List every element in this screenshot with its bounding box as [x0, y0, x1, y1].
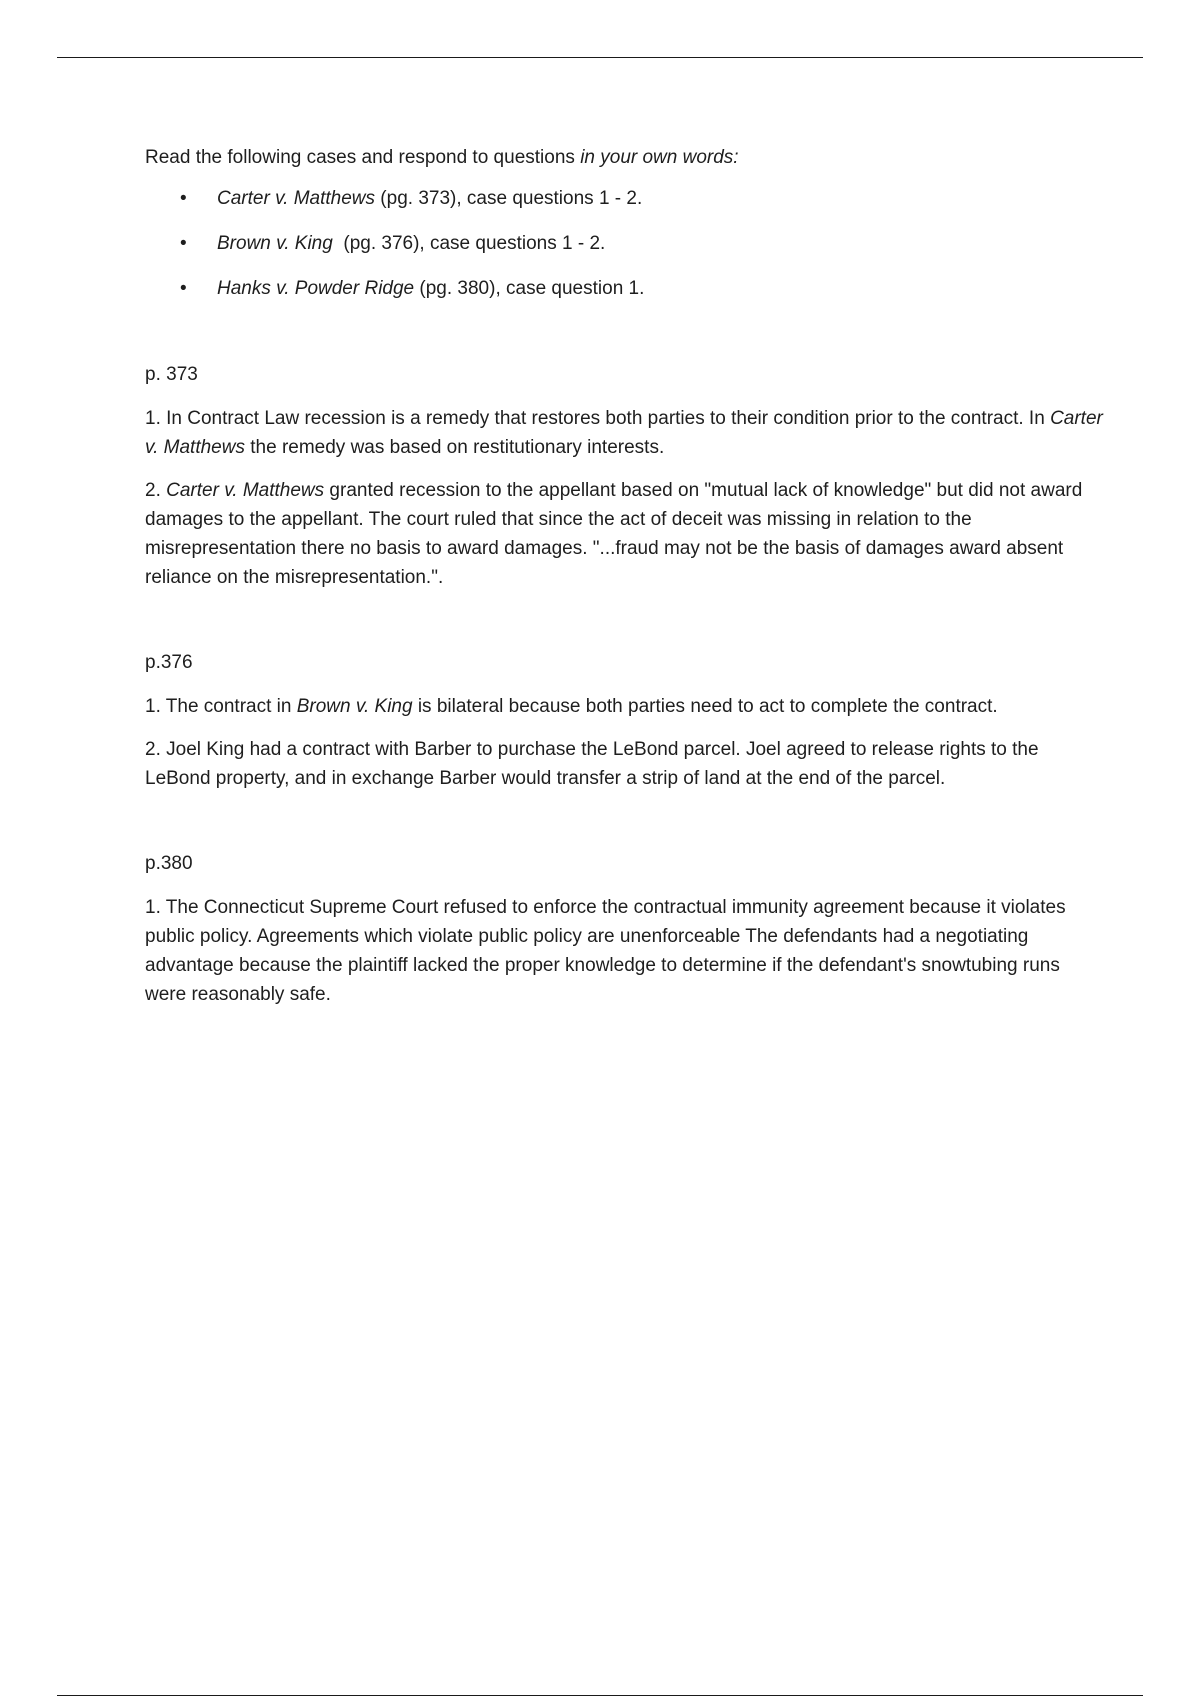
assignment-detail: (pg. 376), case questions 1 - 2. — [332, 233, 606, 254]
bullet-icon: • — [180, 233, 187, 254]
answer-paragraph — [145, 735, 1105, 793]
case-name: Hanks v. Powder Ridge — [217, 278, 415, 299]
case-name: Brown v. King — [217, 233, 333, 254]
assignment-item — [145, 184, 1105, 213]
answer-text: 2. Joel King had a contract with Barber to purchase the LeBond parcel. Joel agreed to release rights to the LeBond property, and in exchange Barber would transfer a strip of land at the end of the parcel. — [145, 739, 1039, 789]
section-p376 — [145, 648, 1105, 793]
answer-text: granted recession to the appellant based on "mutual lack of knowledge" but did not award damages to the appellant. The court ruled that since the act of deceit was missing in relation to the misrepresentation there no basis to award damages. "...fraud may not be the basis of damages award absent reliance on the misrepresentation.". — [145, 480, 1083, 588]
answer-text: the remedy was based on restitutionary interests. — [244, 437, 665, 458]
assignment-detail: (pg. 373), case questions 1 - 2. — [375, 188, 643, 209]
case-name: Brown v. King — [296, 696, 413, 717]
bullet-icon: • — [180, 278, 187, 299]
bullet-icon: • — [180, 188, 187, 209]
section-p380 — [145, 849, 1105, 1009]
footer-rule — [57, 1695, 1143, 1696]
header-rule — [57, 57, 1143, 58]
case-name: Carter v. Matthews — [145, 408, 1103, 458]
intro-text: Read the following cases and respond to questions — [145, 147, 581, 168]
answer-text: is bilateral because both parties need to act to complete the contract. — [412, 696, 998, 717]
answer-text: 1. The Connecticut Supreme Court refused to enforce the contractual immunity agreement because it violates public policy. Agreements which violate public policy are unenforceable The defendants had a negotiating advantage because the plaintiff lacked the proper knowledge to determine if the defendant's snowtubing runs were reasonably safe. — [145, 897, 1066, 1005]
assignment-detail: (pg. 380), case question 1. — [414, 278, 645, 299]
section-heading: p. 373 — [145, 364, 198, 385]
answer-text: 1. The contract in — [145, 696, 297, 717]
case-name: Carter v. Matthews — [166, 480, 325, 501]
section-heading: p.380 — [145, 853, 193, 874]
answer-paragraph — [145, 893, 1105, 1009]
answer-text: 2. — [145, 480, 167, 501]
document-body — [145, 143, 1105, 1023]
section-p373 — [145, 360, 1105, 592]
assignment-list — [145, 184, 1105, 303]
assignment-item — [145, 274, 1105, 303]
answer-paragraph — [145, 404, 1105, 462]
intro-paragraph — [145, 143, 1105, 172]
answer-text: 1. In Contract Law recession is a remedy that restores both parties to their condition prior to the contract. In — [145, 408, 1051, 429]
answer-paragraph — [145, 692, 1105, 721]
assignment-item — [145, 229, 1105, 258]
intro-emphasis: in your own words: — [580, 147, 739, 168]
section-heading: p.376 — [145, 652, 193, 673]
answer-paragraph — [145, 476, 1105, 592]
case-name: Carter v. Matthews — [217, 188, 376, 209]
